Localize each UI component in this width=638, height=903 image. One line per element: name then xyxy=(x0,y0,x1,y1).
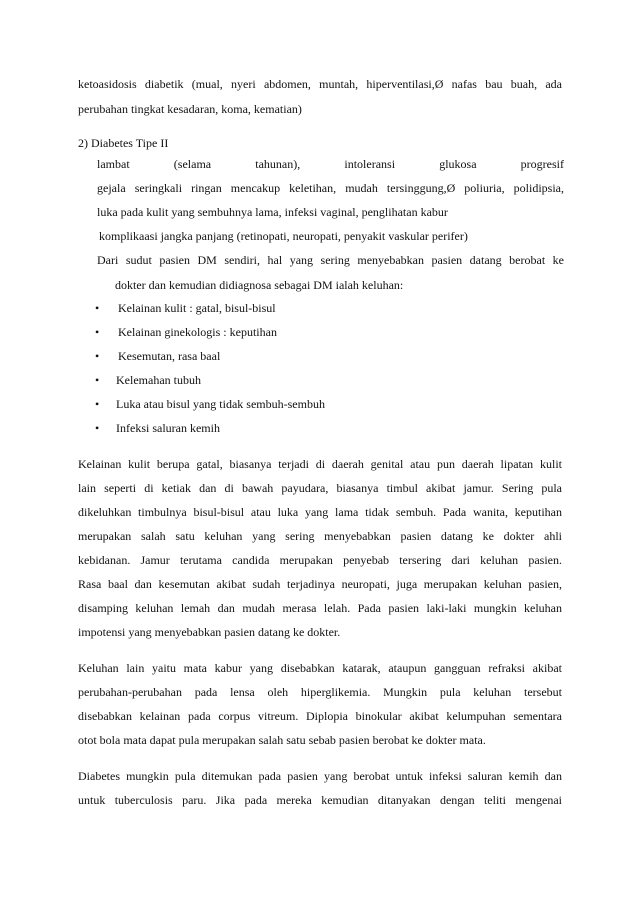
section-line-3: luka pada kulit yang sembuhnya lama, infeksi vaginal, penglihatan kabur xyxy=(97,205,448,219)
bullet-icon: • xyxy=(95,373,100,387)
paragraph-1-line: kebidanan. Jamur terutama candida merupakan penyebab tersering dari keluhan pasien. xyxy=(78,553,562,567)
paragraph-2-line: otot bola mata dapat pula merupakan salah satu sebab pasien berobat ke dokter mata. xyxy=(78,733,486,747)
paragraph-3-line: Diabetes mungkin pula ditemukan pada pasien yang berobat untuk infeksi saluran kemih dan xyxy=(78,769,562,783)
intro-line-1: ketoasidosis diabetik (mual, nyeri abdomen, muntah, hiperventilasi,Ø nafas bau buah, ada xyxy=(78,77,562,91)
section-line-5: Dari sudut pasien DM sendiri, hal yang sering menyebabkan pasien datang berobat ke xyxy=(97,253,564,267)
section-line-2: gejala seringkali ringan mencakup keletihan, mudah tersinggung,Ø poliuria, polidipsia, xyxy=(97,181,564,195)
list-item: Kesemutan, rasa baal xyxy=(118,349,221,363)
bullet-icon: • xyxy=(95,397,100,411)
bullet-icon: • xyxy=(95,301,100,315)
section-line-6: dokter dan kemudian didiagnosa sebagai DM ialah keluhan: xyxy=(115,278,404,292)
paragraph-3-line: untuk tuberculosis paru. Jika pada mereka kemudian ditanyakan dengan teliti mengenai xyxy=(78,793,562,807)
paragraph-2-line: disebabkan kelainan pada corpus vitreum. Diplopia binokular akibat kelumpuhan sementara xyxy=(78,709,562,723)
list-item: Kelainan kulit : gatal, bisul-bisul xyxy=(118,301,276,315)
paragraph-1-line: disamping keluhan lemah dan mudah merasa lelah. Pada pasien laki-laki mungkin keluhan xyxy=(78,601,562,615)
bullet-icon: • xyxy=(95,325,100,339)
list-item: Kelainan ginekologis : keputihan xyxy=(118,325,277,339)
paragraph-1-line: lain seperti di ketiak dan di bawah payudara, biasanya timbul akibat jamur. Sering pula xyxy=(78,481,562,495)
paragraph-1-line: impotensi yang menyebabkan pasien datang ke dokter. xyxy=(78,625,341,639)
bullet-icon: • xyxy=(95,421,100,435)
intro-line-2: perubahan tingkat kesadaran, koma, kematian) xyxy=(78,102,302,116)
paragraph-1-line: merupakan salah satu keluhan yang sering menyebabkan pasien datang ke dokter ahli xyxy=(78,529,562,543)
section-line-4: komplikaasi jangka panjang (retinopati, neuropati, penyakit vaskular perifer) xyxy=(99,229,468,243)
section-heading: 2) Diabetes Tipe II xyxy=(78,136,169,150)
paragraph-2-line: Keluhan lain yaitu mata kabur yang disebabkan katarak, ataupun gangguan refraksi akibat xyxy=(78,661,562,675)
list-item: Luka atau bisul yang tidak sembuh-sembuh xyxy=(116,397,325,411)
section-line-1: lambat (selama tahunan), intoleransi glukosa progresif xyxy=(97,157,564,171)
paragraph-1-line: Rasa baal dan kesemutan akibat sudah terjadinya neuropati, juga merupakan keluhan pasien, xyxy=(78,577,562,591)
list-item: Kelemahan tubuh xyxy=(116,373,201,387)
list-item: Infeksi saluran kemih xyxy=(116,421,220,435)
paragraph-1-line: dikeluhkan timbulnya bisul-bisul atau luka yang lama tidak sembuh. Pada wanita, keputihan xyxy=(78,505,562,519)
bullet-icon: • xyxy=(95,349,100,363)
paragraph-2-line: perubahan-perubahan pada lensa oleh hiperglikemia. Mungkin pula keluhan tersebut xyxy=(78,685,562,699)
paragraph-1-line: Kelainan kulit berupa gatal, biasanya terjadi di daerah genital atau pun daerah lipatan kulit xyxy=(78,457,562,471)
